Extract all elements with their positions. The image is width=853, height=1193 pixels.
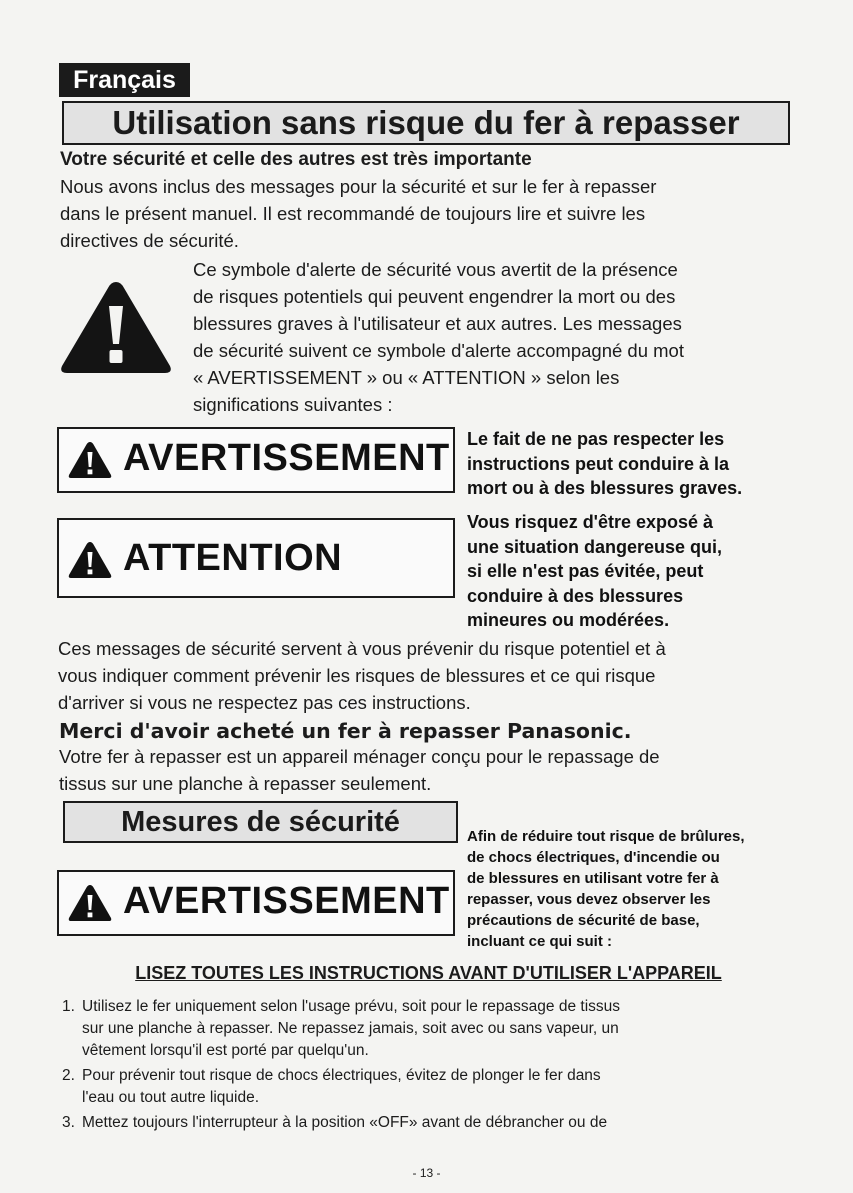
list-item	[62, 1112, 822, 1134]
section-title: Mesures de sécurité	[121, 806, 400, 838]
warning2-line: précautions de sécurité de base,	[467, 912, 700, 929]
warning-line: instructions peut conduire à la	[467, 453, 730, 474]
warning-triangle-icon	[67, 883, 113, 923]
caution-label: ATTENTION	[123, 537, 343, 579]
warning2-line: de chocs électriques, d'incendie ou	[467, 849, 720, 866]
list-line: sur une planche à repasser. Ne repassez jamais, soit avec ou sans vapeur, un	[82, 1020, 619, 1037]
symbol-description	[193, 256, 833, 418]
safety-heading: Votre sécurité et celle des autres est très importante	[60, 149, 532, 170]
warning-description-2	[467, 826, 803, 952]
thanks-line: Votre fer à repasser est un appareil ménager conçu pour le repassage de	[59, 746, 660, 767]
warning-label-2: AVERTISSEMENT	[123, 880, 450, 922]
symbol-line: blessures graves à l'utilisateur et aux autres. Les messages	[193, 313, 682, 334]
list-line: vêtement lorsqu'il est porté par quelqu'un.	[82, 1042, 369, 1059]
symbol-line: « AVERTISSEMENT » ou « ATTENTION » selon les	[193, 367, 620, 388]
language-tag: Français	[59, 63, 190, 97]
instructions-list	[62, 996, 822, 1134]
caution-line: conduire à des blessures	[467, 585, 684, 606]
symbol-line: significations suivantes :	[193, 394, 393, 415]
messages-paragraph	[58, 635, 848, 716]
list-number: 3.	[62, 1114, 75, 1131]
list-item	[62, 996, 822, 1062]
list-line: Pour prévenir tout risque de chocs électriques, évitez de plonger le fer dans	[82, 1067, 601, 1084]
caution-description	[467, 510, 837, 633]
thanks-paragraph	[59, 743, 849, 797]
safety-intro	[60, 173, 820, 254]
warning2-line: de blessures en utilisant votre fer à	[467, 870, 719, 887]
list-number: 2.	[62, 1067, 75, 1084]
symbol-line: de sécurité suivent ce symbole d'alerte accompagné du mot	[193, 340, 684, 361]
caution-line: si elle n'est pas évitée, peut	[467, 561, 704, 581]
list-line: Utilisez le fer uniquement selon l'usage prévu, soit pour le repassage de tissus	[82, 998, 621, 1015]
symbol-line: de risques potentiels qui peuvent engendrer la mort ou des	[193, 286, 676, 307]
intro-line: dans le présent manuel. Il est recommandé de toujours lire et suivre les	[60, 203, 646, 224]
intro-line: Nous avons inclus des messages pour la sécurité et sur le fer à repasser	[60, 176, 657, 197]
page-number: - 13 -	[412, 1166, 441, 1180]
messages-line: vous indiquer comment prévenir les risques de blessures et ce qui risque	[58, 665, 656, 686]
list-line: Mettez toujours l'interrupteur à la position «OFF» avant de débrancher ou de	[82, 1114, 608, 1131]
caution-line: mineures ou modérées.	[467, 610, 670, 630]
instructions-heading: LISEZ TOUTES LES INSTRUCTIONS AVANT D'UTILISER L'APPAREIL	[135, 963, 722, 983]
messages-line: d'arriver si vous ne respectez pas ces instructions.	[58, 692, 471, 713]
safety-alert-icon	[57, 278, 175, 376]
warning-box-2	[57, 870, 455, 936]
warning-box	[57, 427, 455, 493]
caution-box	[57, 518, 455, 598]
warning-description	[467, 427, 837, 501]
warning-triangle-icon	[67, 440, 113, 480]
list-item	[62, 1065, 822, 1109]
main-title: Utilisation sans risque du fer à repasser	[112, 104, 740, 141]
caution-line: Vous risquez d'être exposé à	[467, 512, 714, 532]
thanks-line: tissus sur une planche à repasser seulement.	[59, 773, 432, 794]
warning-line: Le fait de ne pas respecter les	[467, 429, 725, 449]
warning2-line: incluant ce qui suit :	[467, 933, 613, 950]
caution-line: une situation dangereuse qui,	[467, 536, 723, 557]
intro-line: directives de sécurité.	[60, 230, 239, 251]
thanks-heading: Merci d'avoir acheté un fer à repasser Panasonic.	[59, 719, 632, 743]
messages-line: Ces messages de sécurité servent à vous prévenir du risque potentiel et à	[58, 638, 666, 659]
warning2-line: repasser, vous devez observer les	[467, 891, 711, 908]
caution-triangle-icon	[67, 540, 113, 580]
list-number: 1.	[62, 998, 75, 1015]
warning-line: mort ou à des blessures graves.	[467, 478, 743, 498]
list-line: l'eau ou tout autre liquide.	[82, 1089, 260, 1106]
warning-label: AVERTISSEMENT	[123, 437, 450, 479]
warning2-line: Afin de réduire tout risque de brûlures,	[467, 828, 745, 845]
symbol-line: Ce symbole d'alerte de sécurité vous avertit de la présence	[193, 259, 678, 280]
